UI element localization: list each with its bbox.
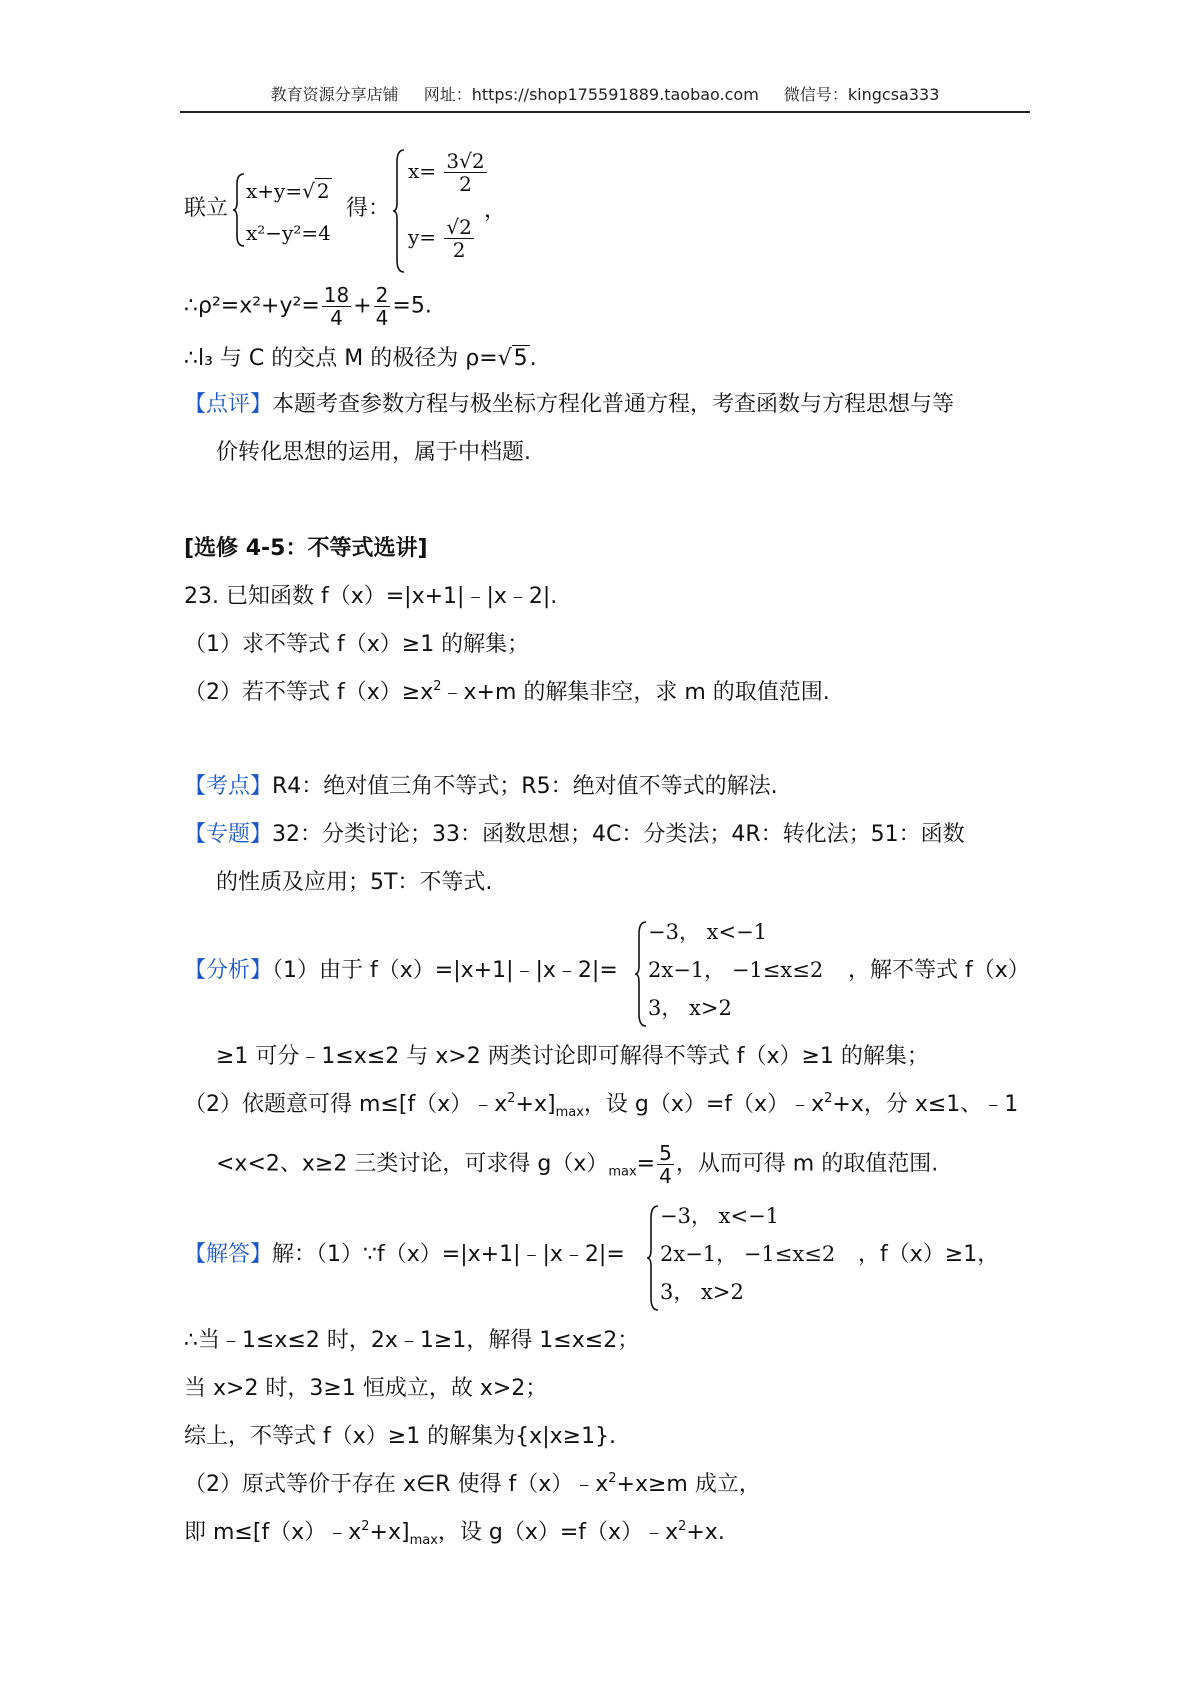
dianping-line-1: 【点评】本题考查参数方程与极坐标方程化普通方程，考查函数与方程思想与等 (184, 392, 955, 417)
jieda-case-1: −3， x<−1 (660, 1204, 780, 1228)
section-title: [选修 4-5：不等式选讲] (184, 536, 428, 561)
shop-url: 网址：https://shop175591889.taobao.com (423, 85, 759, 104)
jieda-tag: 【解答】 (184, 1242, 273, 1267)
jieda-line-2: ∴当﹣1≤x≤2 时，2x﹣1≥1，解得 1≤x≤2； (184, 1328, 640, 1353)
wechat-id: 微信号：kingcsa333 (783, 85, 940, 104)
question-2: （2）若不等式 $f(x)\ge x^2﹣x+m$ 的解集非空，求 m 的取值范围. (184, 679, 830, 705)
solution-y: y= $\frac{√2}{2}$ (408, 215, 472, 262)
jieda-case-2: 2x−1， −1≤x≤2 (660, 1242, 836, 1266)
conclusion-line: ∴l₃ 与 C 的交点 M 的极径为 ρ=√5. (184, 346, 537, 371)
comma: ， (484, 198, 507, 223)
kaodian-tag: 【考点】 (184, 774, 273, 799)
left-brace-icon (646, 1204, 660, 1312)
jieda-line-6: 即 $m\le[f(x)﹣x^2+x]_{max}$，设 $g(x)=f(x)﹣x^2+x$. (184, 1519, 725, 1548)
left-brace-icon (232, 172, 246, 248)
solution-x: x= $\frac{3√2}{2}$ (408, 149, 485, 196)
fenxi-line-4: <x<2、x≥2 三类讨论，可求得 $g(x)_{max}=$ $\frac{5}{4}$ ，从而可得 m 的取值范围. (216, 1141, 939, 1188)
jieda-line-5: （2）原式等价于存在 x∈R 使得 $f(x)﹣x^2+x\ge m$ 成立， (184, 1471, 761, 1497)
jieda-line-3: 当 x>2 时，3≥1 恒成立，故 x>2； (184, 1376, 548, 1401)
lianli-label: 联立 (184, 196, 229, 221)
jieda-line-1: 【解答】解：（1）∵f（x）=|x+1|﹣|x﹣2|= (184, 1242, 625, 1267)
system-eq-2: x²−y²=4 (246, 221, 331, 245)
fenxi-line-2: ≥1 可分﹣1≤x≤2 与 x>2 两类讨论即可解得不等式 f（x）≥1 的解集； (216, 1044, 929, 1069)
fenxi-case-1: −3， x<−1 (648, 920, 768, 944)
fenxi-line-1-tail: ，解不等式 f（x） (848, 958, 1030, 983)
header-rule (180, 111, 1030, 113)
fenxi-case-2: 2x−1， −1≤x≤2 (648, 958, 824, 982)
system-eq-1: x+y=√ 2 (246, 179, 330, 203)
fenxi-case-3: 3， x>2 (648, 996, 732, 1020)
fenxi-line-1: 【分析】（1）由于 f（x）=|x+1|﹣|x﹣2|= (184, 958, 618, 983)
fenxi-tag: 【分析】 (184, 958, 273, 983)
problem-stem: 23. 已知函数 f（x）=|x+1|﹣|x﹣2|. (184, 584, 558, 609)
fenxi-line-3: （2）依题意可得 $m\le[f(x)﹣x^2+x]_{max}$，设 $g(x)=f(x)﹣x^2+x$，分 x≤1、﹣1 (184, 1091, 1019, 1120)
jieda-line-4: 综上，不等式 f（x）≥1 的解集为{x|x≥1}. (184, 1424, 617, 1449)
kaodian-line: 【考点】R4：绝对值三角不等式；R5：绝对值不等式的解法. (184, 774, 778, 799)
dianping-line-2: 价转化思想的运用，属于中档题. (216, 440, 531, 465)
jieda-line-1-tail: ，f（x）≥1， (858, 1242, 1000, 1267)
zhuanti-line-1: 【专题】32：分类讨论；33：函数思想；4C：分类法；4R：转化法；51：函数 (184, 822, 965, 847)
left-brace-icon (392, 148, 406, 274)
zhuanti-line-2: 的性质及应用；5T：不等式. (216, 870, 493, 895)
page-header (180, 82, 1030, 105)
dianping-tag: 【点评】 (184, 392, 273, 417)
rho-line: ∴ρ²=x²+y²= $\frac{18}{4}$ + $\frac{2}{4}$ =5. (184, 283, 432, 330)
shop-name: 教育资源分享店铺 (270, 85, 399, 104)
zhuanti-tag: 【专题】 (184, 822, 273, 847)
jieda-case-3: 3， x>2 (660, 1280, 744, 1304)
left-brace-icon (634, 920, 648, 1028)
de-label: 得： (346, 196, 391, 221)
question-1: （1）求不等式 f（x）≥1 的解集； (184, 632, 530, 657)
